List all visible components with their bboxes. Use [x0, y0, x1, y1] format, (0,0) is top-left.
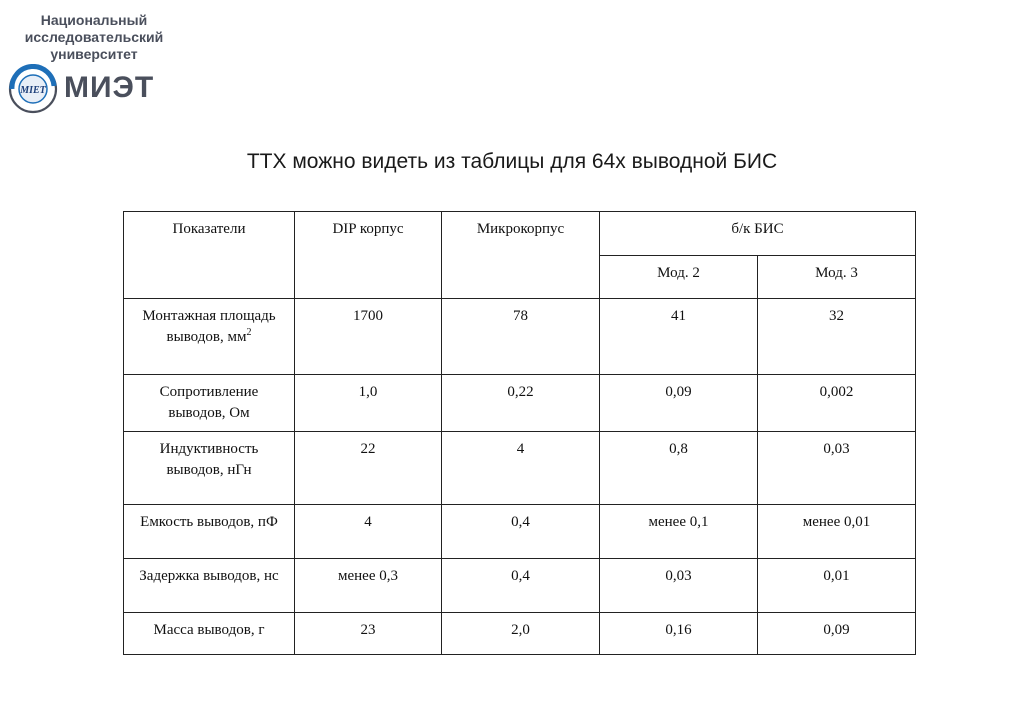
- cell-dip: 23: [295, 613, 442, 655]
- row-label: Сопротивление выводов, Ом: [124, 375, 295, 432]
- cell-mod3: 0,03: [758, 432, 916, 505]
- table-row: [124, 432, 916, 505]
- header-dip: DIP корпус: [295, 212, 442, 299]
- cell-micro: 2,0: [442, 613, 600, 655]
- header-mod3: Мод. 3: [758, 256, 916, 299]
- cell-micro: 78: [442, 299, 600, 375]
- row-label: Задержка выводов, нс: [124, 559, 295, 613]
- cell-mod2: менее 0,1: [600, 505, 758, 559]
- row-label: Индуктивность выводов, нГн: [124, 432, 295, 505]
- cell-micro: 0,22: [442, 375, 600, 432]
- cell-mod2: 0,09: [600, 375, 758, 432]
- emblem-text: MIET: [20, 85, 46, 96]
- cell-mod2: 0,16: [600, 613, 758, 655]
- cell-mod2: 41: [600, 299, 758, 375]
- university-caption-line3: университет: [50, 46, 138, 62]
- table-row: [124, 299, 916, 375]
- table-row: [124, 505, 916, 559]
- row-label-text: Монтажная площадь выводов, мм: [142, 308, 276, 345]
- cell-dip: 1,0: [295, 375, 442, 432]
- header-bk-bis: б/к БИС: [600, 212, 916, 256]
- cell-mod3: 0,09: [758, 613, 916, 655]
- cell-mod3: 0,01: [758, 559, 916, 613]
- row-label: [124, 299, 295, 375]
- university-caption: [14, 12, 174, 63]
- table-row: [124, 613, 916, 655]
- header-mod2: Мод. 2: [600, 256, 758, 299]
- cell-mod2: 0,03: [600, 559, 758, 613]
- header-micro: Микрокорпус: [442, 212, 600, 299]
- table-row: [124, 375, 916, 432]
- cell-micro: 0,4: [442, 559, 600, 613]
- cell-dip: 22: [295, 432, 442, 505]
- cell-micro: 0,4: [442, 505, 600, 559]
- cell-mod3: 32: [758, 299, 916, 375]
- cell-dip: 4: [295, 505, 442, 559]
- cell-mod2: 0,8: [600, 432, 758, 505]
- cell-mod3: 0,002: [758, 375, 916, 432]
- header-indicators: Показатели: [124, 212, 295, 299]
- university-caption-line1: Национальный: [40, 12, 148, 28]
- row-label: Емкость выводов, пФ: [124, 505, 295, 559]
- specs-table: [123, 211, 916, 655]
- cell-dip: 1700: [295, 299, 442, 375]
- row-label: Масса выводов, г: [124, 613, 295, 655]
- table-row: [124, 559, 916, 613]
- cell-mod3: менее 0,01: [758, 505, 916, 559]
- cell-dip: менее 0,3: [295, 559, 442, 613]
- university-caption-line2: исследовательский: [24, 29, 164, 45]
- slide-title: ТТХ можно видеть из таблицы для 64х выводной БИС: [246, 150, 778, 173]
- logo-name: МИЭТ: [64, 71, 155, 104]
- cell-micro: 4: [442, 432, 600, 505]
- miet-emblem-icon: [8, 64, 58, 114]
- row-label-sup: 2: [246, 327, 252, 338]
